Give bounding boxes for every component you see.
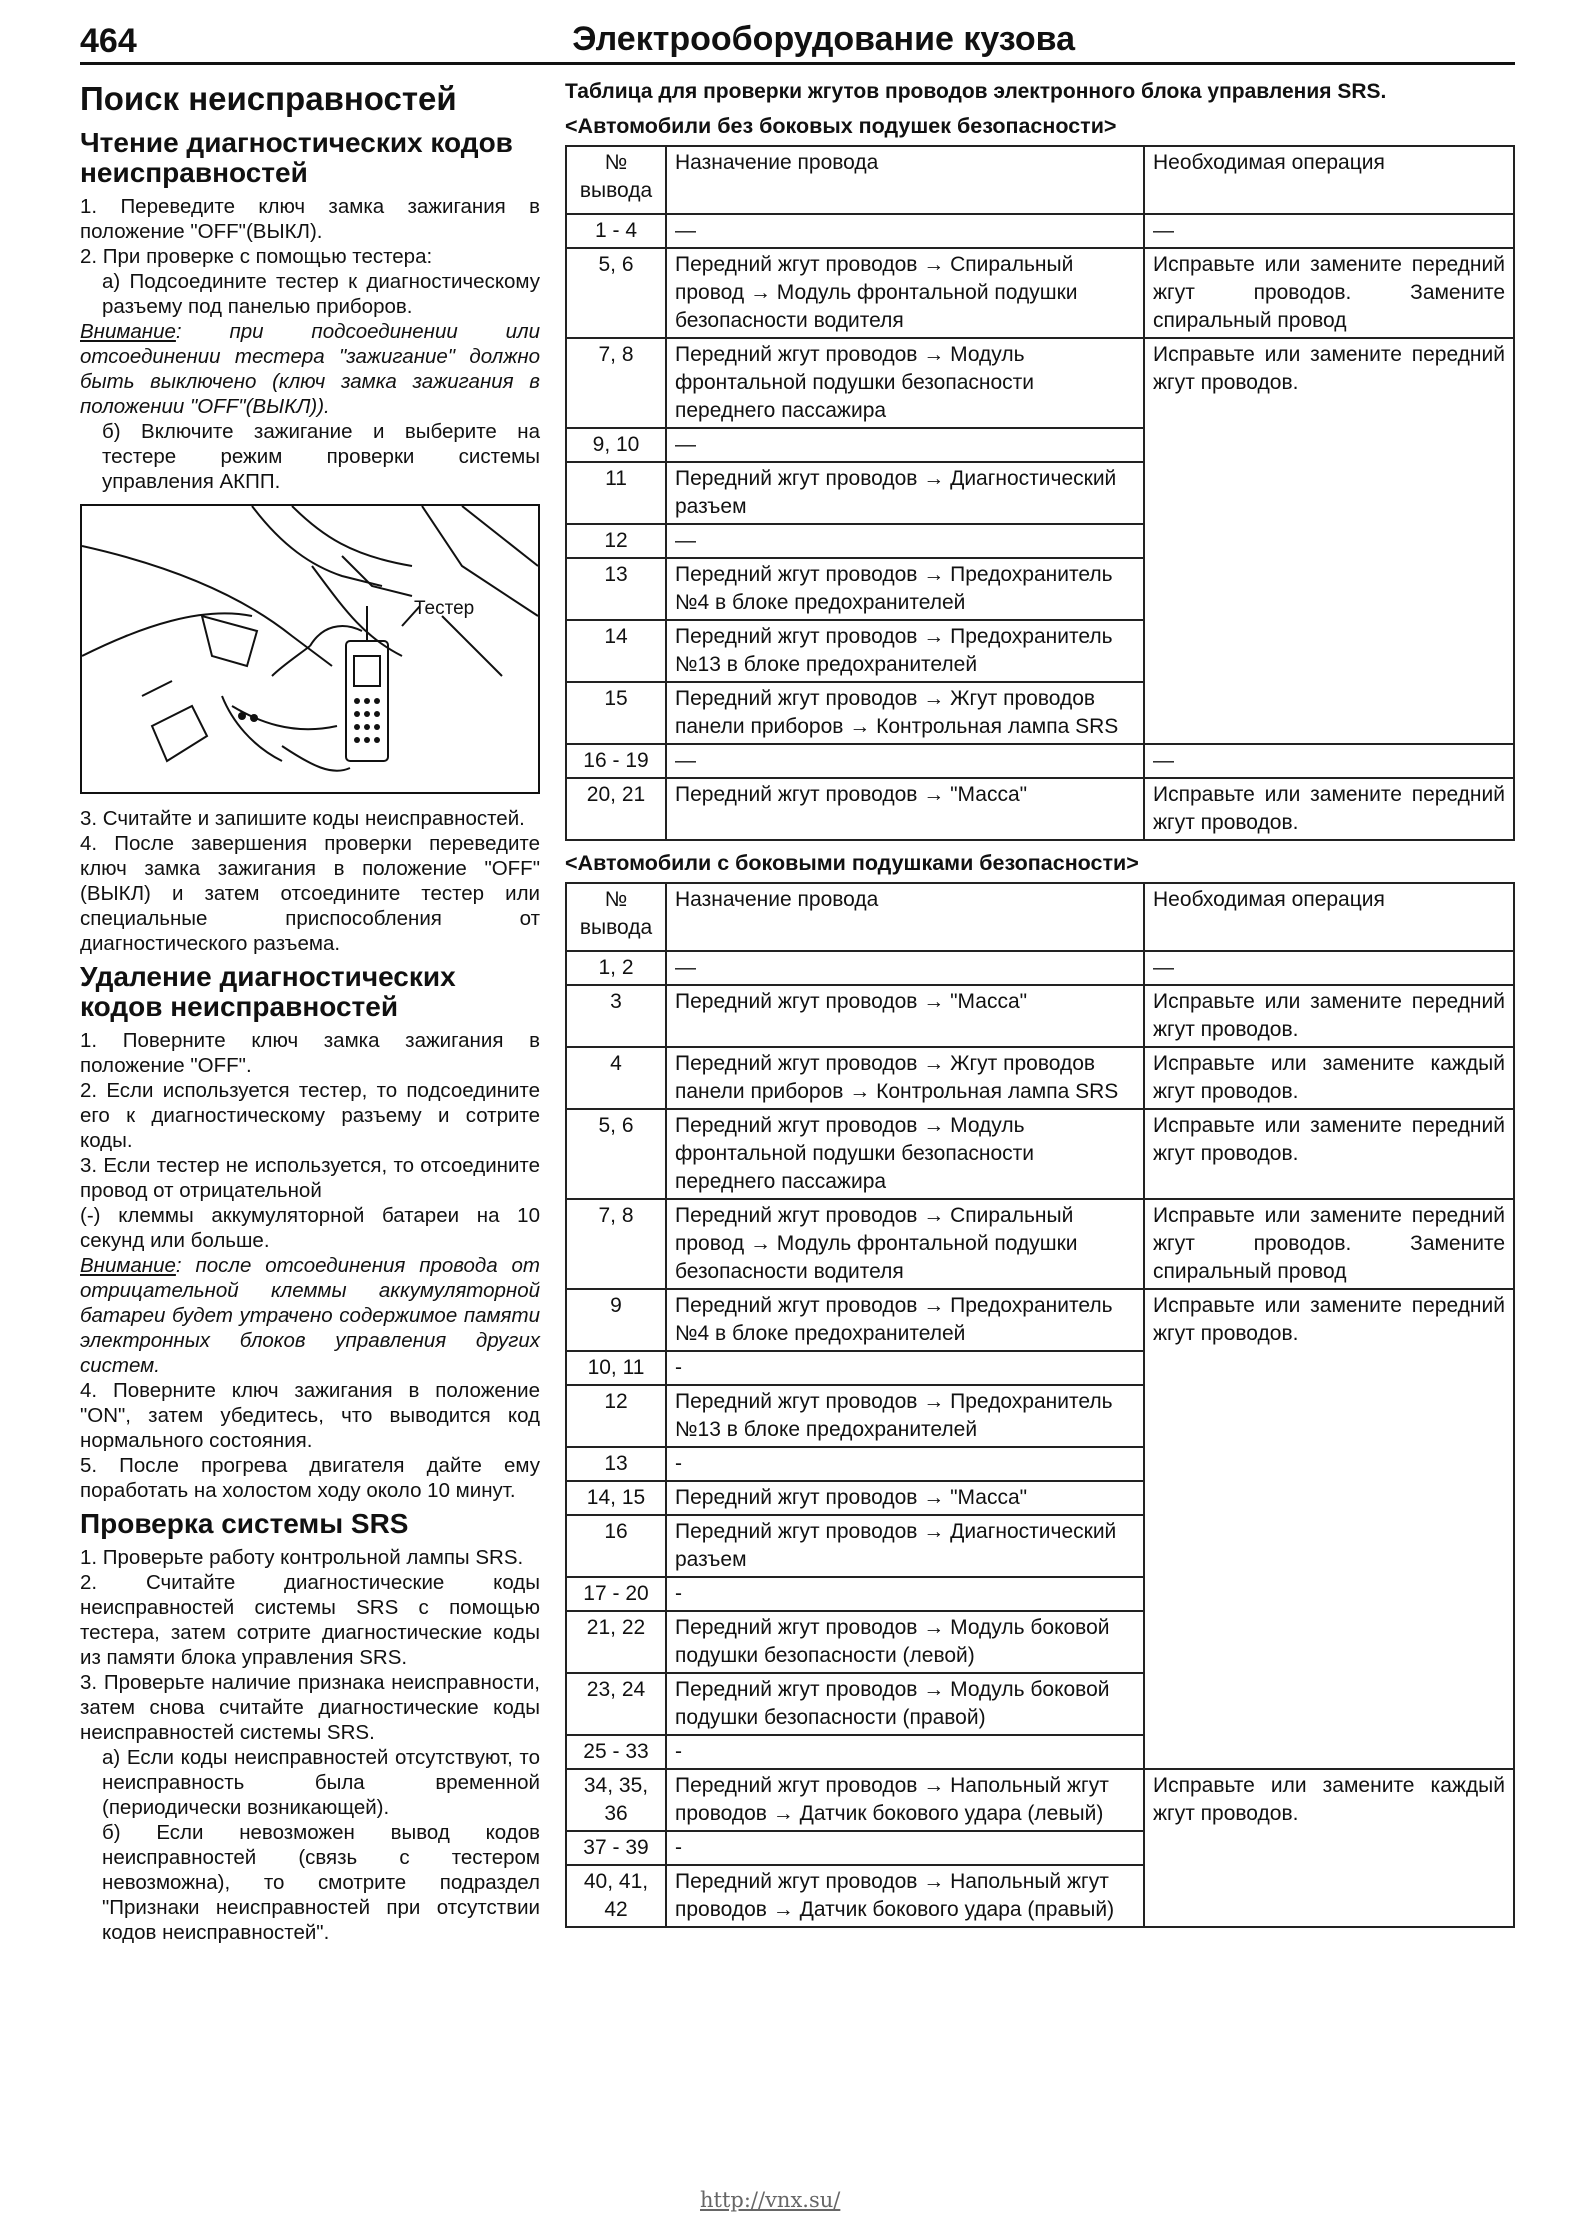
page-title: Поиск неисправностей [80, 80, 457, 117]
pin-cell: 37 - 39 [566, 1831, 666, 1865]
table-row [566, 248, 1514, 338]
pin-cell: 12 [566, 524, 666, 558]
purpose-cell: Передний жгут проводов → Предохранитель №4 в блоке предохранителей [666, 1289, 1144, 1351]
pin-cell: 13 [566, 558, 666, 620]
table-row [566, 744, 1514, 778]
pin-cell: 9, 10 [566, 428, 666, 462]
action-cell: Исправьте или замените передний жгут проводов. [1144, 1109, 1514, 1199]
read-step-3: 3. Считайте и запишите коды неисправностей. [80, 807, 525, 830]
read-step-1: 1. Переведите ключ замка зажигания в положение "OFF"(ВЫКЛ). [80, 195, 540, 243]
srs-step-3a: а) Если коды неисправностей отсутствуют, то неисправность была временной (периодически возникающей). [102, 1746, 540, 1819]
pin-cell: 40, 41, 42 [566, 1865, 666, 1927]
action-cell: Исправьте или замените передний жгут проводов. Замените спиральный провод [1144, 1199, 1514, 1289]
purpose-cell: - [666, 1351, 1144, 1385]
pin-cell: 12 [566, 1385, 666, 1447]
purpose-cell: Передний жгут проводов → Диагностический разъем [666, 462, 1144, 524]
purpose-cell: Передний жгут проводов → Модуль боковой подушки безопасности (правой) [666, 1673, 1144, 1735]
read-step-2a: а) Подсоедините тестер к диагностическому разъему под панелью приборов. [102, 270, 540, 318]
read-step-4: 4. После завершения проверки переведите ключ замка зажигания в положение "OFF" (ВЫКЛ) и затем отсоедините тестер или специальные приспособления от диагностического разъема. [80, 832, 540, 955]
action-cell: Исправьте или замените передний жгут проводов. [1144, 778, 1514, 840]
purpose-cell: Передний жгут проводов → Спиральный провод → Модуль фронтальной подушки безопасности водителя [666, 1199, 1144, 1289]
clear-step-2: 2. Если используется тестер, то подсоедините его к диагностическому разъему и сотрите коды. [80, 1079, 540, 1152]
tester-label: Тестер [414, 598, 475, 619]
col-header-purpose: Назначение провода [666, 883, 1144, 951]
pin-cell: 14, 15 [566, 1481, 666, 1515]
purpose-cell: Передний жгут проводов → Предохранитель №13 в блоке предохранителей [666, 1385, 1144, 1447]
left-column [80, 80, 540, 1945]
pin-cell: 5, 6 [566, 1109, 666, 1199]
col-header-action: Необходимая операция [1144, 146, 1514, 214]
purpose-cell: Передний жгут проводов → Жгут проводов панели приборов → Контрольная лампа SRS [666, 1047, 1144, 1109]
col-header-pin: № вывода [566, 883, 666, 951]
read-step-2b: б) Включите зажигание и выберите на тестере режим проверки системы управления АКПП. [102, 420, 540, 493]
pin-cell: 5, 6 [566, 248, 666, 338]
page-number: 464 [80, 22, 137, 60]
read-note-label: Внимание [80, 320, 176, 343]
clear-step-4: 4. Поверните ключ зажигания в положение "ON", затем убедитесь, что выводится код нормального состояния. [80, 1379, 540, 1452]
col-header-pin: № вывода [566, 146, 666, 214]
pin-cell: 1, 2 [566, 951, 666, 985]
tester-figure [80, 504, 540, 794]
read-step-2: 2. При проверке с помощью тестера: [80, 245, 433, 268]
clear-step-3b: (-) клеммы аккумуляторной батареи на 10 секунд или больше. [80, 1204, 540, 1252]
purpose-cell: Передний жгут проводов → Напольный жгут проводов → Датчик бокового удара (правый) [666, 1865, 1144, 1927]
action-cell: Исправьте или замените каждый жгут проводов. [1144, 1047, 1514, 1109]
table1-title: <Автомобили без боковых подушек безопасности> [565, 114, 1117, 138]
col-header-purpose: Назначение провода [666, 146, 1144, 214]
table-row [566, 951, 1514, 985]
srs-step-3b: б) Если невозможен вывод кодов неисправностей (связь с тестером невозможна), то смотрите подраздел "Признаки неисправностей при отсутствии кодов неисправностей". [102, 1821, 540, 1944]
purpose-cell: - [666, 1735, 1144, 1769]
purpose-cell: — [666, 744, 1144, 778]
purpose-cell: — [666, 951, 1144, 985]
srs-step-3: 3. Проверьте наличие признака неисправности, затем снова считайте диагностические коды неисправностей системы SRS. [80, 1671, 540, 1744]
pin-cell: 20, 21 [566, 778, 666, 840]
purpose-cell: Передний жгут проводов → Модуль боковой подушки безопасности (левой) [666, 1611, 1144, 1673]
purpose-cell: Передний жгут проводов → "Масса" [666, 1481, 1144, 1515]
pin-cell: 15 [566, 682, 666, 744]
table-header-row [566, 883, 1514, 951]
pin-cell: 11 [566, 462, 666, 524]
purpose-cell: - [666, 1831, 1144, 1865]
purpose-cell: Передний жгут проводов → Модуль фронтальной подушки безопасности переднего пассажира [666, 338, 1144, 428]
pin-cell: 17 - 20 [566, 1577, 666, 1611]
pin-cell: 21, 22 [566, 1611, 666, 1673]
pin-cell: 13 [566, 1447, 666, 1481]
pin-cell: 14 [566, 620, 666, 682]
table-row [566, 1047, 1514, 1109]
table-without-side-airbags [565, 145, 1515, 841]
action-cell: — [1144, 214, 1514, 248]
pin-cell: 23, 24 [566, 1673, 666, 1735]
clear-step-1: 1. Поверните ключ замка зажигания в положение "OFF". [80, 1029, 540, 1077]
table-with-side-airbags [565, 882, 1515, 1928]
pin-cell: 16 [566, 1515, 666, 1577]
purpose-cell: Передний жгут проводов → Диагностический разъем [666, 1515, 1144, 1577]
pin-cell: 16 - 19 [566, 744, 666, 778]
footer-url: http://vnx.su/ [700, 2188, 841, 2212]
purpose-cell: - [666, 1447, 1144, 1481]
action-cell: — [1144, 951, 1514, 985]
clear-note-label: Внимание [80, 1254, 176, 1277]
srs-step-1: 1. Проверьте работу контрольной лампы SRS. [80, 1546, 524, 1569]
purpose-cell: - [666, 1577, 1144, 1611]
pin-cell: 34, 35, 36 [566, 1769, 666, 1831]
action-cell: Исправьте или замените передний жгут проводов. [1144, 1289, 1514, 1769]
purpose-cell: — [666, 524, 1144, 558]
table-row [566, 985, 1514, 1047]
right-column [565, 80, 1515, 1928]
table-row [566, 1769, 1514, 1831]
action-cell: Исправьте или замените передний жгут проводов. [1144, 985, 1514, 1047]
clear-codes-heading: Удаление диагностических кодов неисправностей [80, 961, 456, 1022]
page-header [80, 18, 1515, 65]
action-cell: — [1144, 744, 1514, 778]
table-caption: Таблица для проверки жгутов проводов электронного блока управления SRS. [565, 80, 1387, 103]
table-row [566, 1199, 1514, 1289]
pin-cell: 7, 8 [566, 338, 666, 428]
purpose-cell: Передний жгут проводов → Спиральный провод → Модуль фронтальной подушки безопасности водителя [666, 248, 1144, 338]
action-cell: Исправьте или замените каждый жгут проводов. [1144, 1769, 1514, 1927]
table-row [566, 1109, 1514, 1199]
purpose-cell: Передний жгут проводов → Напольный жгут проводов → Датчик бокового удара (левый) [666, 1769, 1144, 1831]
srs-check-heading: Проверка системы SRS [80, 1508, 409, 1539]
table-row [566, 778, 1514, 840]
pin-cell: 10, 11 [566, 1351, 666, 1385]
pin-cell: 7, 8 [566, 1199, 666, 1289]
srs-step-2: 2. Считайте диагностические коды неисправностей системы SRS с помощью тестера, затем сотрите диагностические коды из памяти блока управления SRS. [80, 1571, 540, 1669]
purpose-cell: — [666, 428, 1144, 462]
table-row [566, 1289, 1514, 1351]
purpose-cell: Передний жгут проводов → "Масса" [666, 778, 1144, 840]
pin-cell: 3 [566, 985, 666, 1047]
purpose-cell: Передний жгут проводов → "Масса" [666, 985, 1144, 1047]
table2-title: <Автомобили с боковыми подушками безопасности> [565, 851, 1139, 875]
pin-cell: 1 - 4 [566, 214, 666, 248]
read-codes-heading: Чтение диагностических кодов неисправностей [80, 127, 513, 188]
col-header-action: Необходимая операция [1144, 883, 1514, 951]
section-title: Электрооборудование кузова [572, 20, 1075, 58]
purpose-cell: Передний жгут проводов → Жгут проводов панели приборов → Контрольная лампа SRS [666, 682, 1144, 744]
clear-step-5: 5. После прогрева двигателя дайте ему поработать на холостом ходу около 10 минут. [80, 1454, 540, 1502]
dashboard-tester-illustration [82, 506, 538, 792]
read-note [80, 319, 540, 419]
action-cell: Исправьте или замените передний жгут проводов. Замените спиральный провод [1144, 248, 1514, 338]
action-cell: Исправьте или замените передний жгут проводов. [1144, 338, 1514, 744]
clear-step-3: 3. Если тестер не используется, то отсоедините провод от отрицательной [80, 1154, 540, 1202]
clear-note-text: : после отсоединения провода от отрицательной клеммы аккумуляторной батареи будет утрачено содержимое памяти электронных блоков управления других систем. [80, 1254, 540, 1377]
pin-cell: 4 [566, 1047, 666, 1109]
table-row [566, 338, 1514, 428]
purpose-cell: Передний жгут проводов → Предохранитель №4 в блоке предохранителей [666, 558, 1144, 620]
clear-note [80, 1253, 540, 1378]
purpose-cell: Передний жгут проводов → Модуль фронтальной подушки безопасности переднего пассажира [666, 1109, 1144, 1199]
table-row [566, 214, 1514, 248]
table-header-row [566, 146, 1514, 214]
purpose-cell: — [666, 214, 1144, 248]
pin-cell: 9 [566, 1289, 666, 1351]
pin-cell: 25 - 33 [566, 1735, 666, 1769]
purpose-cell: Передний жгут проводов → Предохранитель №13 в блоке предохранителей [666, 620, 1144, 682]
read-note-text: : при подсоединении или отсоединении тестера "зажигание" должно быть выключено (ключ замка зажигания в положении "OFF"(ВЫКЛ)). [80, 320, 540, 418]
